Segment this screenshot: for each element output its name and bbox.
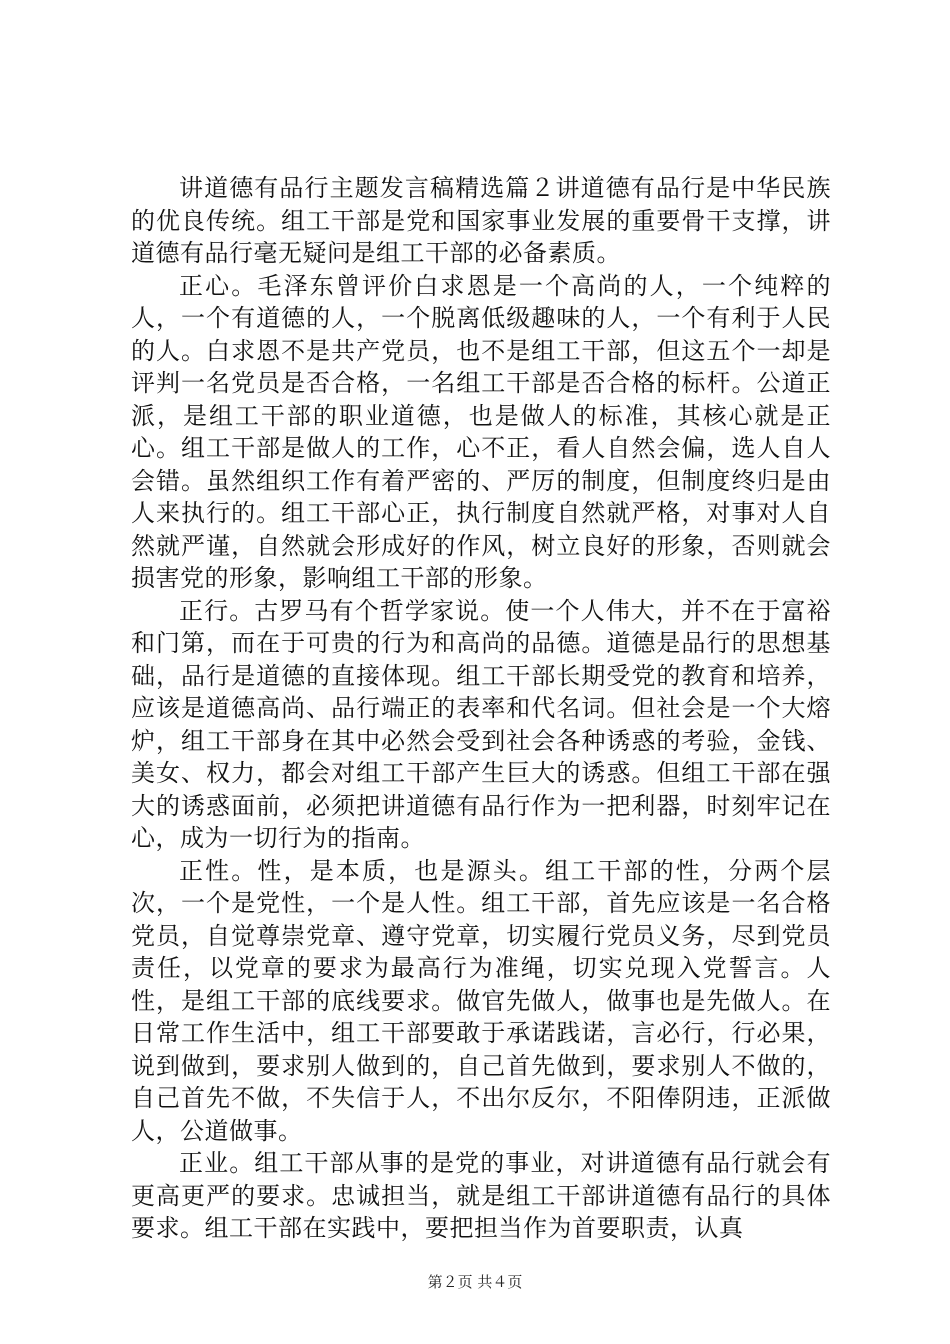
paragraph-zhengye: 正业。组工干部从事的是党的事业，对讲道德有品行就会有更高更严的要求。忠诚担当，就是组工干部讲道德有品行的具体要求。组工干部在实践中，要把担当作为首要职责，认真 (131, 1149, 831, 1242)
paragraph-zhengxin: 正心。毛泽东曾评价白求恩是一个高尚的人，一个纯粹的人，一个有道德的人，一个脱离低级趣味的人，一个有利于人民的人。白求恩不是共产党员，也不是组工干部，但这五个一却是评判一名党员是否合格，一名组工干部是否合格的标杆。公道正派，是组工干部的职业道德，也是做人的标准，其核心就是正心。组工干部是做人的工作，心不正，看人自然会偏，选人自人会错。虽然组织工作有着严密的、严厉的制度，但制度终归是由人来执行的。组工干部心正，执行制度自然就严格，对事对人自然就严谨，自然就会形成好的作风，树立良好的形象，否则就会损害党的形象，影响组工干部的形象。 (131, 271, 831, 592)
paragraph-intro: 讲道德有品行主题发言稿精选篇２讲道德有品行是中华民族的优良传统。组工干部是党和国家事业发展的重要骨干支撑，讲道德有品行毫无疑问是组工干部的必备素质。 (131, 174, 831, 267)
paragraph-zhengxing-nature: 正性。性，是本质，也是源头。组工干部的性，分两个层次，一个是党性，一个是人性。组工干部，首先应该是一名合格党员，自觉尊崇党章、遵守党章，切实履行党员义务，尽到党员责任，以党章的要求为最高行为准绳，切实兑现入党誓言。人性，是组工干部的底线要求。做官先做人，做事也是先做人。在日常工作生活中，组工干部要敢于承诺践诺，言必行，行必果，说到做到，要求别人做到的，自己首先做到，要求别人不做的，自己首先不做，不失信于人，不出尔反尔，不阳俸阴违，正派做人，公道做事。 (131, 856, 831, 1145)
page-footer: 第２页 共４页 (427, 1273, 523, 1291)
document-body (131, 172, 831, 1245)
paragraph-zhengxing: 正行。古罗马有个哲学家说。使一个人伟大，并不在于富裕和门第，而在于可贵的行为和高尚的品德。道德是品行的思想基础，品行是道德的直接体现。组工干部长期受党的教育和培养，应该是道德高尚、品行端正的表率和代名词。但社会是一个大熔炉，组工干部身在其中必然会受到社会各种诱惑的考验，金钱、美女、权力，都会对组工干部产生巨大的诱惑。但组工干部在强大的诱惑面前，必须把讲道德有品行作为一把利器，时刻牢记在心，成为一切行为的指南。 (131, 596, 831, 852)
